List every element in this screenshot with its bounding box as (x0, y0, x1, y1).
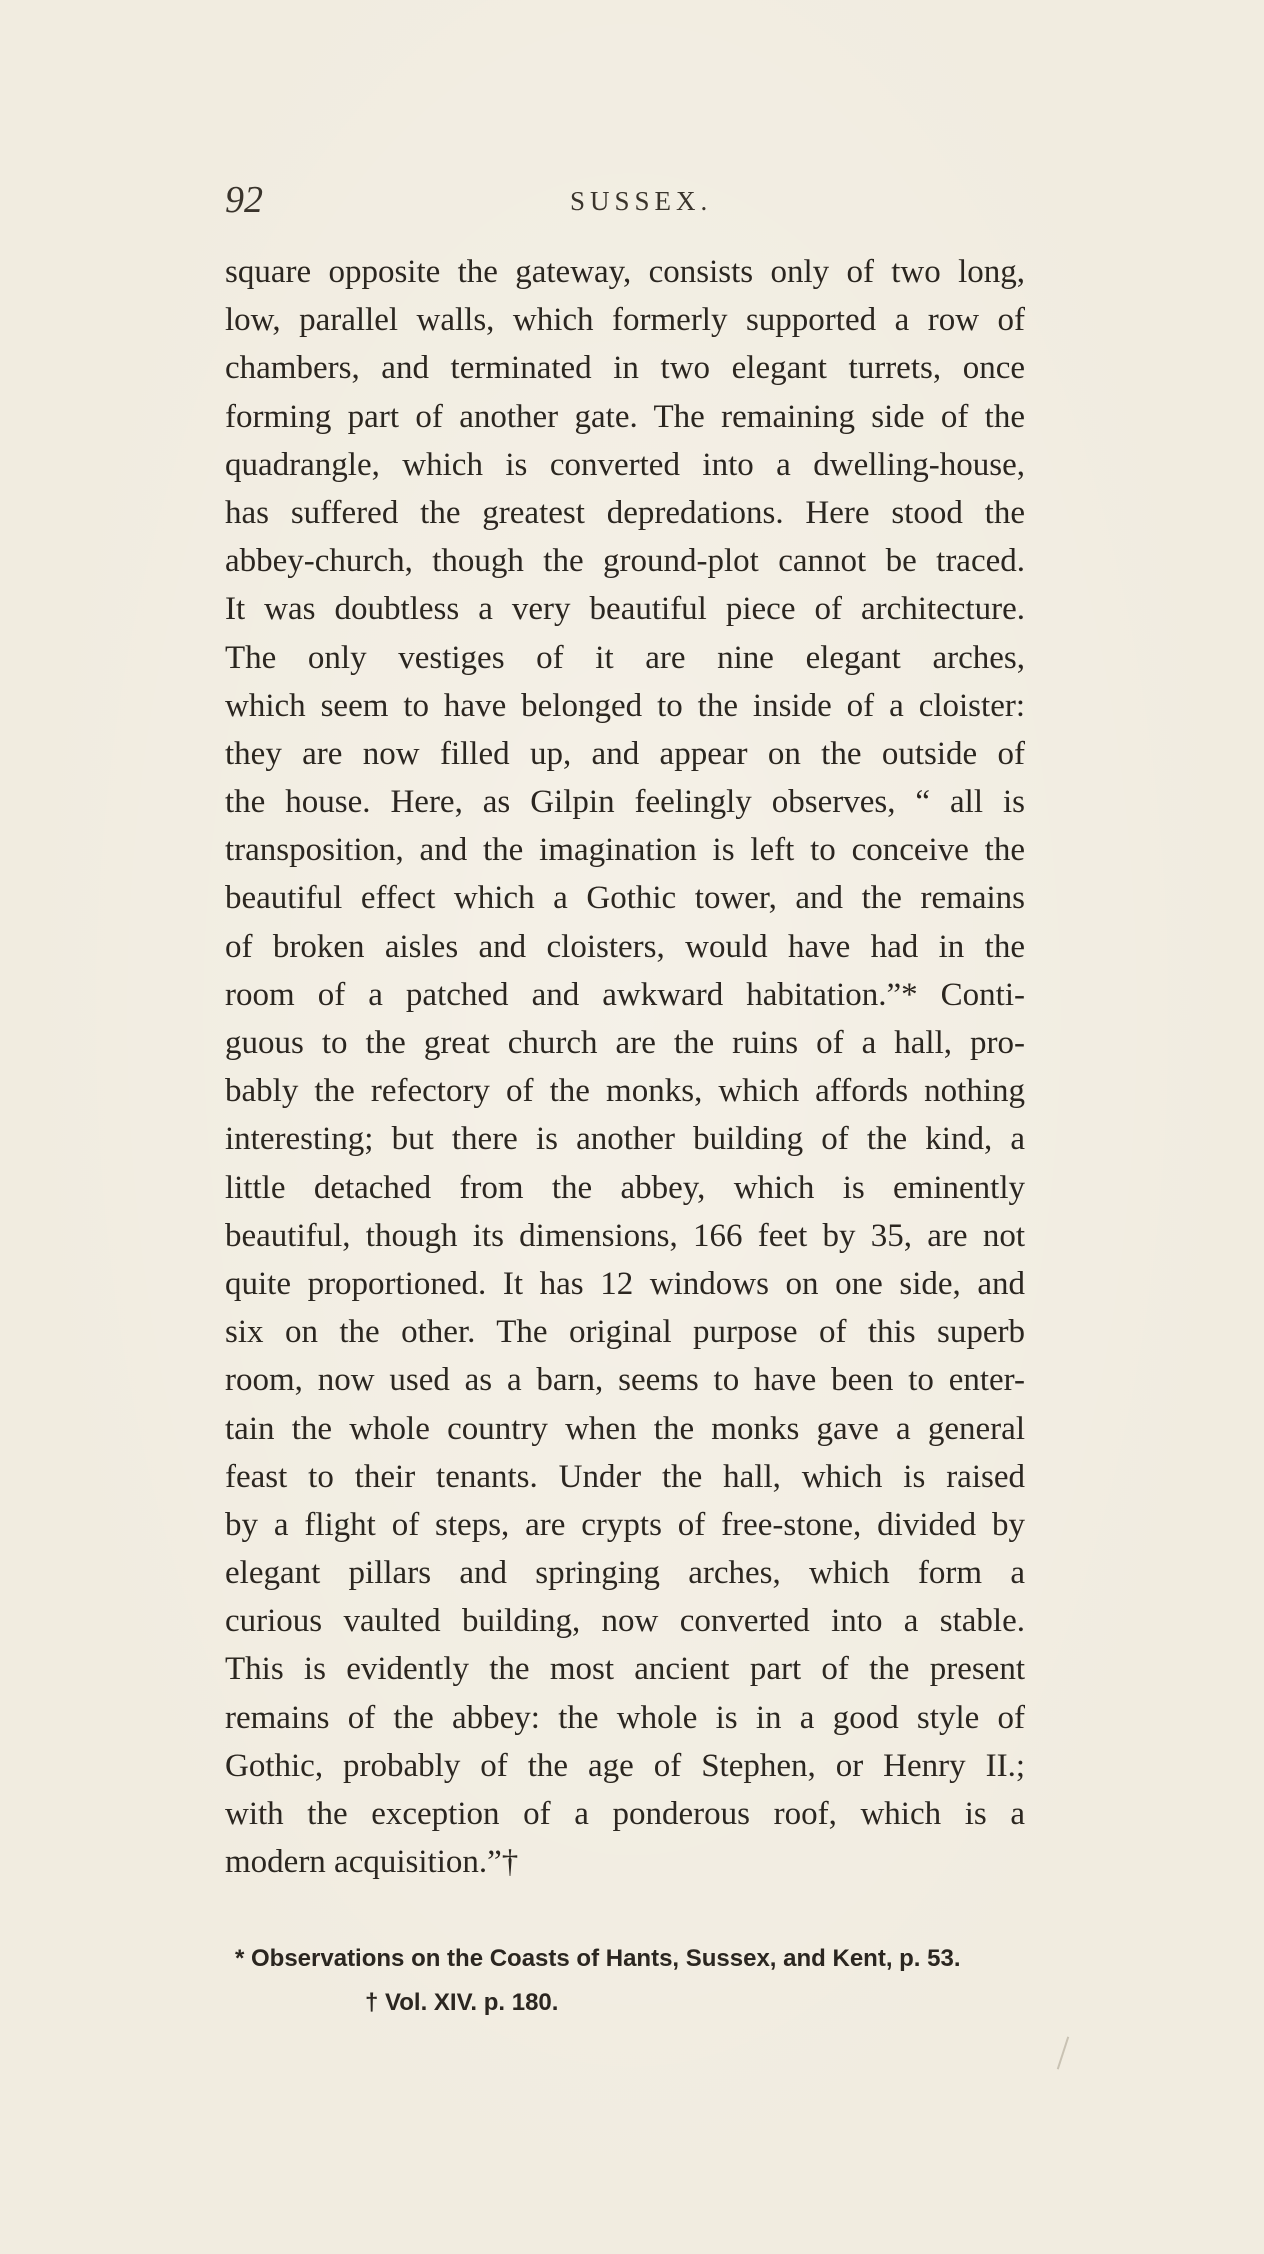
text-line: transposition, and the imagination is left to conceive the (225, 832, 1025, 869)
text-line: square opposite the gateway, consists only of two long, (225, 254, 1025, 290)
text-line: by a flight of steps, are crypts of free-stone, divided by (225, 1506, 1025, 1543)
text-line: Gothic, probably of the age of Stephen, or Henry II.; (225, 1747, 1025, 1784)
page-header (225, 178, 1025, 228)
footnote-1: * Observations on the Coasts of Hants, Sussex, and Kent, p. 53. (235, 1945, 961, 1972)
text-line: low, parallel walls, which formerly supported a row of (225, 302, 1025, 339)
text-line: curious vaulted building, now converted into a stable. (225, 1603, 1025, 1640)
footnote-2: † Vol. XIV. p. 180. (365, 1989, 559, 2016)
text-line: tain the whole country when the monks gave a general (225, 1410, 1025, 1447)
text-line: they are now filled up, and appear on the outside of (225, 735, 1025, 772)
text-line: beautiful effect which a Gothic tower, and the remains (225, 880, 1025, 917)
text-line: feast to their tenants. Under the hall, which is raised (225, 1458, 1025, 1495)
text-line: bably the refectory of the monks, which affords nothing (225, 1073, 1025, 1110)
text-line: quite proportioned. It has 12 windows on one side, and (225, 1265, 1025, 1302)
text-line: elegant pillars and springing arches, which form a (225, 1555, 1025, 1592)
text-line: quadrangle, which is converted into a dwelling-house, (225, 446, 1025, 483)
text-line: interesting; but there is another building of the kind, a (225, 1121, 1025, 1158)
text-line: beautiful, though its dimensions, 166 feet by 35, are not (225, 1217, 1025, 1254)
text-line: remains of the abbey: the whole is in a good style of (225, 1699, 1025, 1736)
text-line: six on the other. The original purpose of this superb (225, 1314, 1025, 1351)
text-line: guous to the great church are the ruins of a hall, pro- (225, 1025, 1025, 1061)
text-line: has suffered the greatest depredations. Here stood the (225, 494, 1025, 531)
text-line: with the exception of a ponderous roof, which is a (225, 1796, 1025, 1832)
text-line: forming part of another gate. The remaining side of the (225, 398, 1025, 435)
text-line: room of a patched and awkward habitation.”* Conti- (225, 976, 1025, 1013)
text-line: The only vestiges of it are nine elegant arches, (225, 639, 1025, 676)
text-line: It was doubtless a very beautiful piece of architecture. (225, 591, 1025, 628)
text-line: abbey-church, though the ground-plot cannot be traced. (225, 543, 1025, 580)
text-line: little detached from the abbey, which is eminently (225, 1169, 1025, 1206)
running-head: SUSSEX. (570, 186, 713, 216)
body-text (225, 248, 1025, 1886)
page-blemish (1057, 2037, 1069, 2070)
text-line: modern acquisition.”† (225, 1844, 519, 1881)
text-line: chambers, and terminated in two elegant turrets, once (225, 350, 1025, 387)
page-number: 92 (225, 179, 263, 221)
text-line: of broken aisles and cloisters, would have had in the (225, 928, 1025, 965)
text-line: the house. Here, as Gilpin feelingly observes, “ all is (225, 784, 1025, 821)
footnotes (235, 1945, 1035, 2017)
text-line: This is evidently the most ancient part of the present (225, 1651, 1025, 1688)
text-line: which seem to have belonged to the inside of a cloister: (225, 687, 1025, 724)
text-line: room, now used as a barn, seems to have been to enter- (225, 1362, 1025, 1399)
